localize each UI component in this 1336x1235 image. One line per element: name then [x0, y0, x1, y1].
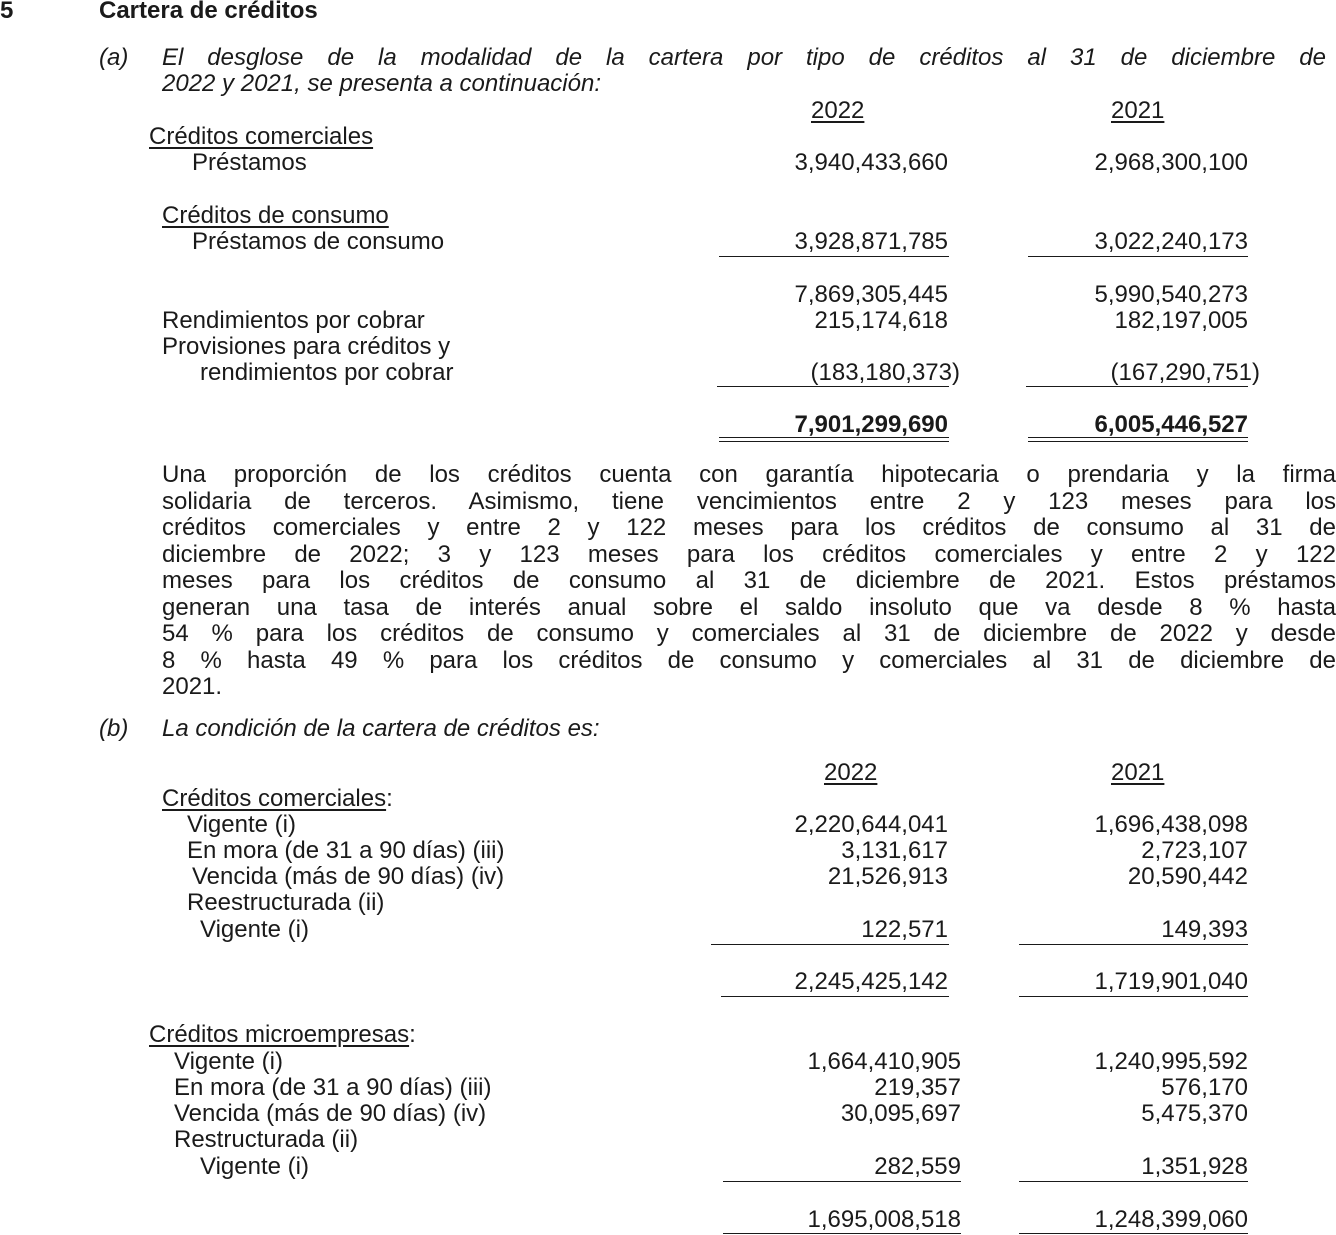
part-a-rendimientos-2021: 182,197,005	[1114, 307, 1248, 334]
comerciales-row-label: Vencida (más de 90 días) (iv)	[192, 863, 505, 890]
paragraph-line: generan una tasa de interés anual sobre el saldo insoluto que va desde 8 % hasta	[162, 593, 1336, 621]
part-a-provisiones-label-1: Provisiones para créditos y	[162, 333, 451, 360]
part-a-total-rule-2022-a	[719, 437, 949, 438]
micro-row-2022: 1,664,410,905	[807, 1048, 961, 1075]
paragraph-line: 2021.	[162, 673, 223, 700]
part-b-micro-total-rule-2021	[1019, 1233, 1248, 1234]
comerciales-row-label: Reestructurada (ii)	[187, 889, 385, 916]
part-b-micro-rule-2022	[723, 1181, 961, 1182]
part-a-prestamos-consumo-2021: 3,022,240,173	[1094, 228, 1248, 255]
micro-row-2021: 1,351,928	[1141, 1153, 1248, 1180]
comerciales-row-label: Vigente (i)	[200, 916, 309, 943]
comerciales-row-label: En mora (de 31 a 90 días) (iii)	[187, 837, 505, 864]
comerciales-row-2021: 20,590,442	[1127, 863, 1248, 890]
part-b-comerciales-total-2021: 1,719,901,040	[1094, 968, 1248, 995]
comerciales-row-2021: 1,696,438,098	[1094, 811, 1248, 838]
micro-row-label: Restructurada (ii)	[174, 1126, 359, 1153]
paragraph-line: 54 % para los créditos de consumo y comerciales al 31 de diciembre de 2022 y desde	[162, 620, 1336, 647]
part-a-consumo-header: Créditos de consumo	[162, 202, 389, 229]
part-a-rule-2021-2	[1026, 386, 1248, 387]
part-b-micro-rule-2021	[1019, 1181, 1248, 1182]
paragraph-line: créditos comerciales y entre 2 y 122 meses para los créditos de consumo al 31 de	[162, 514, 1336, 541]
part-a-rendimientos-label: Rendimientos por cobrar	[162, 307, 425, 334]
part-a-col-2022: 2022	[811, 97, 865, 124]
comerciales-row-2021: 149,393	[1161, 916, 1248, 943]
part-a-total-2021: 6,005,446,527	[1094, 411, 1248, 438]
micro-row-2021: 1,240,995,592	[1094, 1048, 1248, 1075]
comerciales-row-2021: 2,723,107	[1141, 837, 1248, 864]
part-a-marker: (a)	[99, 44, 129, 71]
part-b-comerciales-rule-2022	[711, 944, 949, 945]
part-a-total-rule-2022-b	[719, 441, 949, 442]
section-number: 5	[0, 0, 14, 24]
micro-row-label: Vigente (i)	[174, 1048, 283, 1075]
part-b-comerciales-header	[162, 786, 393, 812]
micro-row-label: En mora (de 31 a 90 días) (iii)	[174, 1074, 492, 1101]
micro-row-label: Vencida (más de 90 días) (iv)	[174, 1100, 487, 1127]
part-a-rule-2022-1	[719, 256, 949, 257]
part-b-comerciales-total-rule-2021	[1019, 996, 1248, 997]
comerciales-row-2022: 21,526,913	[827, 863, 948, 890]
micro-row-2022: 30,095,697	[840, 1100, 961, 1127]
part-a-intro-line-2: 2022 y 2021, se presenta a continuación:	[162, 70, 601, 97]
part-a-intro-line-1: El desglose de la modalidad de la cartera por tipo de créditos al 31 de diciembre de	[162, 44, 1326, 71]
part-a-prestamos-consumo-label: Préstamos de consumo	[192, 228, 445, 255]
part-b-micro-header	[149, 1022, 416, 1048]
comerciales-row-label: Vigente (i)	[187, 811, 296, 838]
part-a-col-2021: 2021	[1111, 97, 1165, 124]
part-a-provisiones-2021: (167,290,751)	[1110, 359, 1260, 386]
micro-row-2022: 282,559	[874, 1153, 961, 1180]
micro-row-label: Vigente (i)	[200, 1153, 309, 1180]
part-b-micro-total-2021: 1,248,399,060	[1094, 1206, 1248, 1233]
micro-row-2021: 576,170	[1161, 1074, 1248, 1101]
explanatory-paragraph	[162, 462, 1336, 701]
part-a-rule-2021-1	[1028, 256, 1248, 257]
part-a-provisiones-2022: (183,180,373)	[810, 359, 960, 386]
part-a-prestamos-2022: 3,940,433,660	[794, 149, 948, 176]
part-b-comerciales-total-rule-2022	[721, 996, 949, 997]
part-b-col-2022: 2022	[824, 759, 878, 786]
part-b-comerciales-colon: :	[386, 785, 393, 812]
comerciales-row-2022: 122,571	[861, 916, 948, 943]
part-a-provisiones-label-2: rendimientos por cobrar	[200, 359, 454, 386]
part-b-comerciales-rule-2021	[1019, 944, 1248, 945]
part-a-intro	[162, 45, 1326, 97]
section-title: Cartera de créditos	[99, 0, 318, 24]
part-b-micro-total-rule-2022	[723, 1233, 961, 1234]
paragraph-line: 8 % hasta 49 % para los créditos de consumo y comerciales al 31 de diciembre de	[162, 646, 1336, 674]
part-a-total-rule-2021-b	[1028, 441, 1248, 442]
paragraph-line: Una proporción de los créditos cuenta con garantía hipotecaria o prendaria y la firma	[162, 461, 1336, 488]
part-a-comerciales-header: Créditos comerciales	[149, 123, 374, 150]
micro-row-2022: 219,357	[874, 1074, 961, 1101]
part-b-marker: (b)	[99, 715, 129, 742]
part-b-intro: La condición de la cartera de créditos es:	[162, 715, 600, 742]
part-b-micro-colon: :	[409, 1021, 416, 1048]
comerciales-row-2022: 2,220,644,041	[794, 811, 948, 838]
part-a-total-2022: 7,901,299,690	[794, 411, 948, 438]
part-b-col-2021: 2021	[1111, 759, 1165, 786]
part-a-total-rule-2021-a	[1028, 437, 1248, 438]
part-a-rendimientos-2022: 215,174,618	[814, 307, 948, 334]
part-a-prestamos-label: Préstamos	[192, 149, 307, 176]
part-b-micro-header-text: Créditos microempresas	[149, 1021, 410, 1048]
part-a-subtotal-2022: 7,869,305,445	[794, 281, 948, 308]
part-a-prestamos-consumo-2022: 3,928,871,785	[794, 228, 948, 255]
part-a-prestamos-2021: 2,968,300,100	[1094, 149, 1248, 176]
part-b-comerciales-header-text: Créditos comerciales	[162, 785, 387, 812]
comerciales-row-2022: 3,131,617	[841, 837, 948, 864]
part-b-micro-total-2022: 1,695,008,518	[807, 1206, 961, 1233]
part-a-rule-2022-2	[717, 386, 949, 387]
paragraph-line: solidaria de terceros. Asimismo, tiene vencimientos entre 2 y 123 meses para los	[162, 487, 1336, 515]
part-a-subtotal-2021: 5,990,540,273	[1094, 281, 1248, 308]
part-b-comerciales-total-2022: 2,245,425,142	[794, 968, 948, 995]
paragraph-line: meses para los créditos de consumo al 31 de diciembre de 2021. Estos préstamos	[162, 567, 1336, 594]
paragraph-line: diciembre de 2022; 3 y 123 meses para los créditos comerciales y entre 2 y 122	[162, 540, 1336, 568]
micro-row-2021: 5,475,370	[1141, 1100, 1248, 1127]
